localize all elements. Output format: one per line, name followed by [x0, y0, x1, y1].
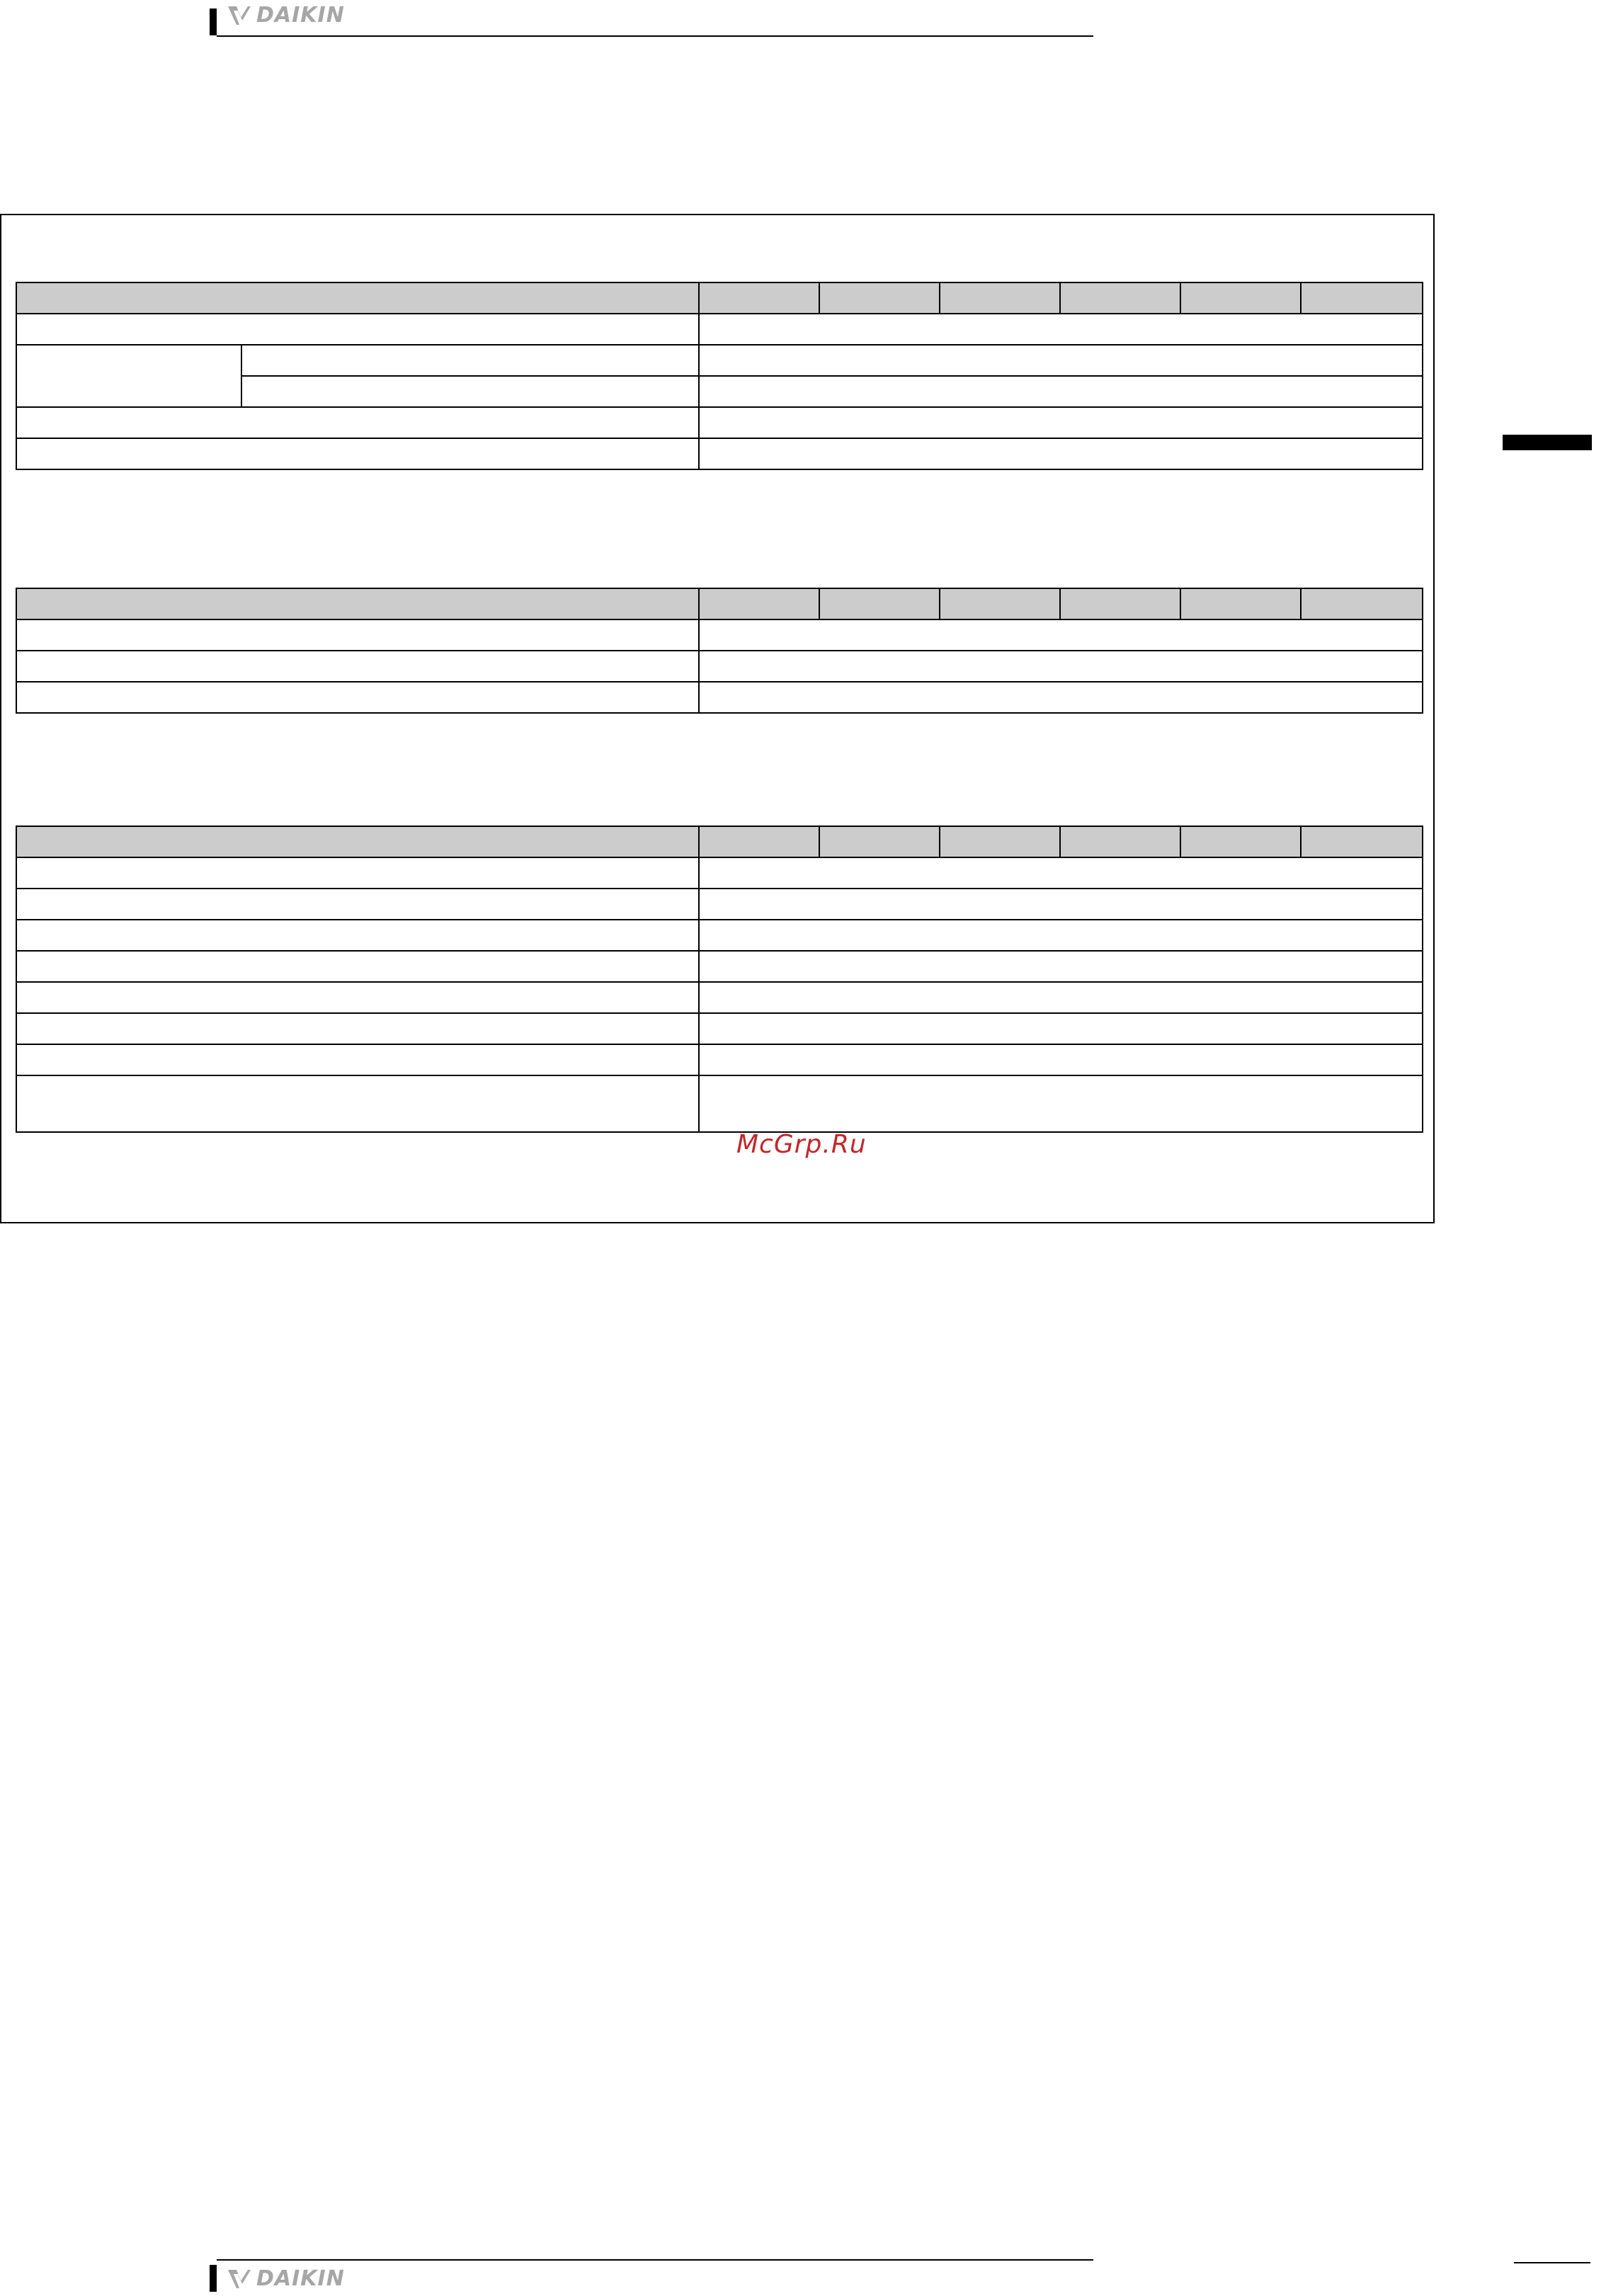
header-cell [1180, 588, 1301, 619]
header-cell [699, 282, 819, 314]
row-value [699, 1044, 1423, 1075]
row-value [699, 314, 1423, 345]
row-label [16, 1075, 699, 1132]
table-row [16, 1013, 1423, 1044]
row-label [16, 407, 699, 438]
row-label [16, 682, 699, 713]
header-cell [1060, 826, 1180, 857]
row-label [16, 920, 699, 951]
header-cell [699, 588, 819, 619]
row-value [699, 407, 1423, 438]
table-row [16, 889, 1423, 920]
daikin-logo [227, 3, 345, 28]
daikin-logo [227, 2266, 345, 2291]
table-header-row [16, 826, 1423, 857]
header-cell [16, 282, 699, 314]
header-cell [1301, 588, 1423, 619]
row-label [16, 619, 699, 651]
row-value [699, 682, 1423, 713]
header-cell [1060, 588, 1180, 619]
header-cell [940, 588, 1060, 619]
header-cell [819, 282, 940, 314]
header-cell [940, 282, 1060, 314]
table-row [16, 920, 1423, 951]
header-brand-text: DAIKIN [256, 3, 345, 28]
table-row [16, 1044, 1423, 1075]
row-label [16, 857, 699, 889]
spec-table-3 [16, 826, 1423, 1133]
header-cell [1180, 826, 1301, 857]
row-value [699, 619, 1423, 651]
row-value [699, 1075, 1423, 1132]
daikin-logo-icon [227, 5, 252, 26]
header-cell [1180, 282, 1301, 314]
spec-table-1 [16, 282, 1423, 470]
header-cell [1301, 282, 1423, 314]
row-label [16, 314, 699, 345]
header-cell [16, 588, 699, 619]
table-row [16, 951, 1423, 982]
table-row [16, 619, 1423, 651]
row-label [16, 889, 699, 920]
table-row [16, 982, 1423, 1013]
page-number-rule [1514, 2262, 1590, 2263]
row-value [699, 376, 1423, 407]
table-row [16, 682, 1423, 713]
table-row [16, 1075, 1423, 1132]
table-header-row [16, 588, 1423, 619]
row-sublabel [241, 376, 699, 407]
table-row [16, 438, 1423, 469]
row-value [699, 951, 1423, 982]
table-row [16, 407, 1423, 438]
row-sublabel [241, 345, 699, 376]
row-label [16, 1013, 699, 1044]
row-label [16, 1044, 699, 1075]
footer-rule [217, 2259, 1093, 2261]
footer-margin-mark [210, 2265, 217, 2292]
header-cell [1301, 826, 1423, 857]
section-tab-marker [1503, 435, 1592, 450]
row-value [699, 920, 1423, 951]
row-value [699, 438, 1423, 469]
row-label [16, 951, 699, 982]
row-value [699, 857, 1423, 889]
row-label [16, 438, 699, 469]
header-cell [819, 826, 940, 857]
table-row [16, 345, 1423, 376]
header-margin-mark [210, 8, 217, 35]
header-rule [217, 35, 1093, 37]
row-label [16, 651, 699, 682]
table-header-row [16, 282, 1423, 314]
watermark-text: McGrp.Ru [736, 1130, 867, 1159]
row-value [699, 1013, 1423, 1044]
page-footer [210, 2259, 1093, 2293]
footer-brand-text: DAIKIN [256, 2266, 345, 2291]
table-row [16, 314, 1423, 345]
row-value [699, 889, 1423, 920]
header-cell [699, 826, 819, 857]
row-value [699, 982, 1423, 1013]
table-row [16, 857, 1423, 889]
row-label [16, 345, 241, 407]
table-row [16, 651, 1423, 682]
row-value [699, 345, 1423, 376]
spec-table-2 [16, 588, 1423, 714]
row-label [16, 982, 699, 1013]
row-value [699, 651, 1423, 682]
header-cell [16, 826, 699, 857]
page-header [210, 3, 1093, 37]
daikin-logo-icon [227, 2268, 252, 2290]
header-cell [819, 588, 940, 619]
header-cell [940, 826, 1060, 857]
header-cell [1060, 282, 1180, 314]
